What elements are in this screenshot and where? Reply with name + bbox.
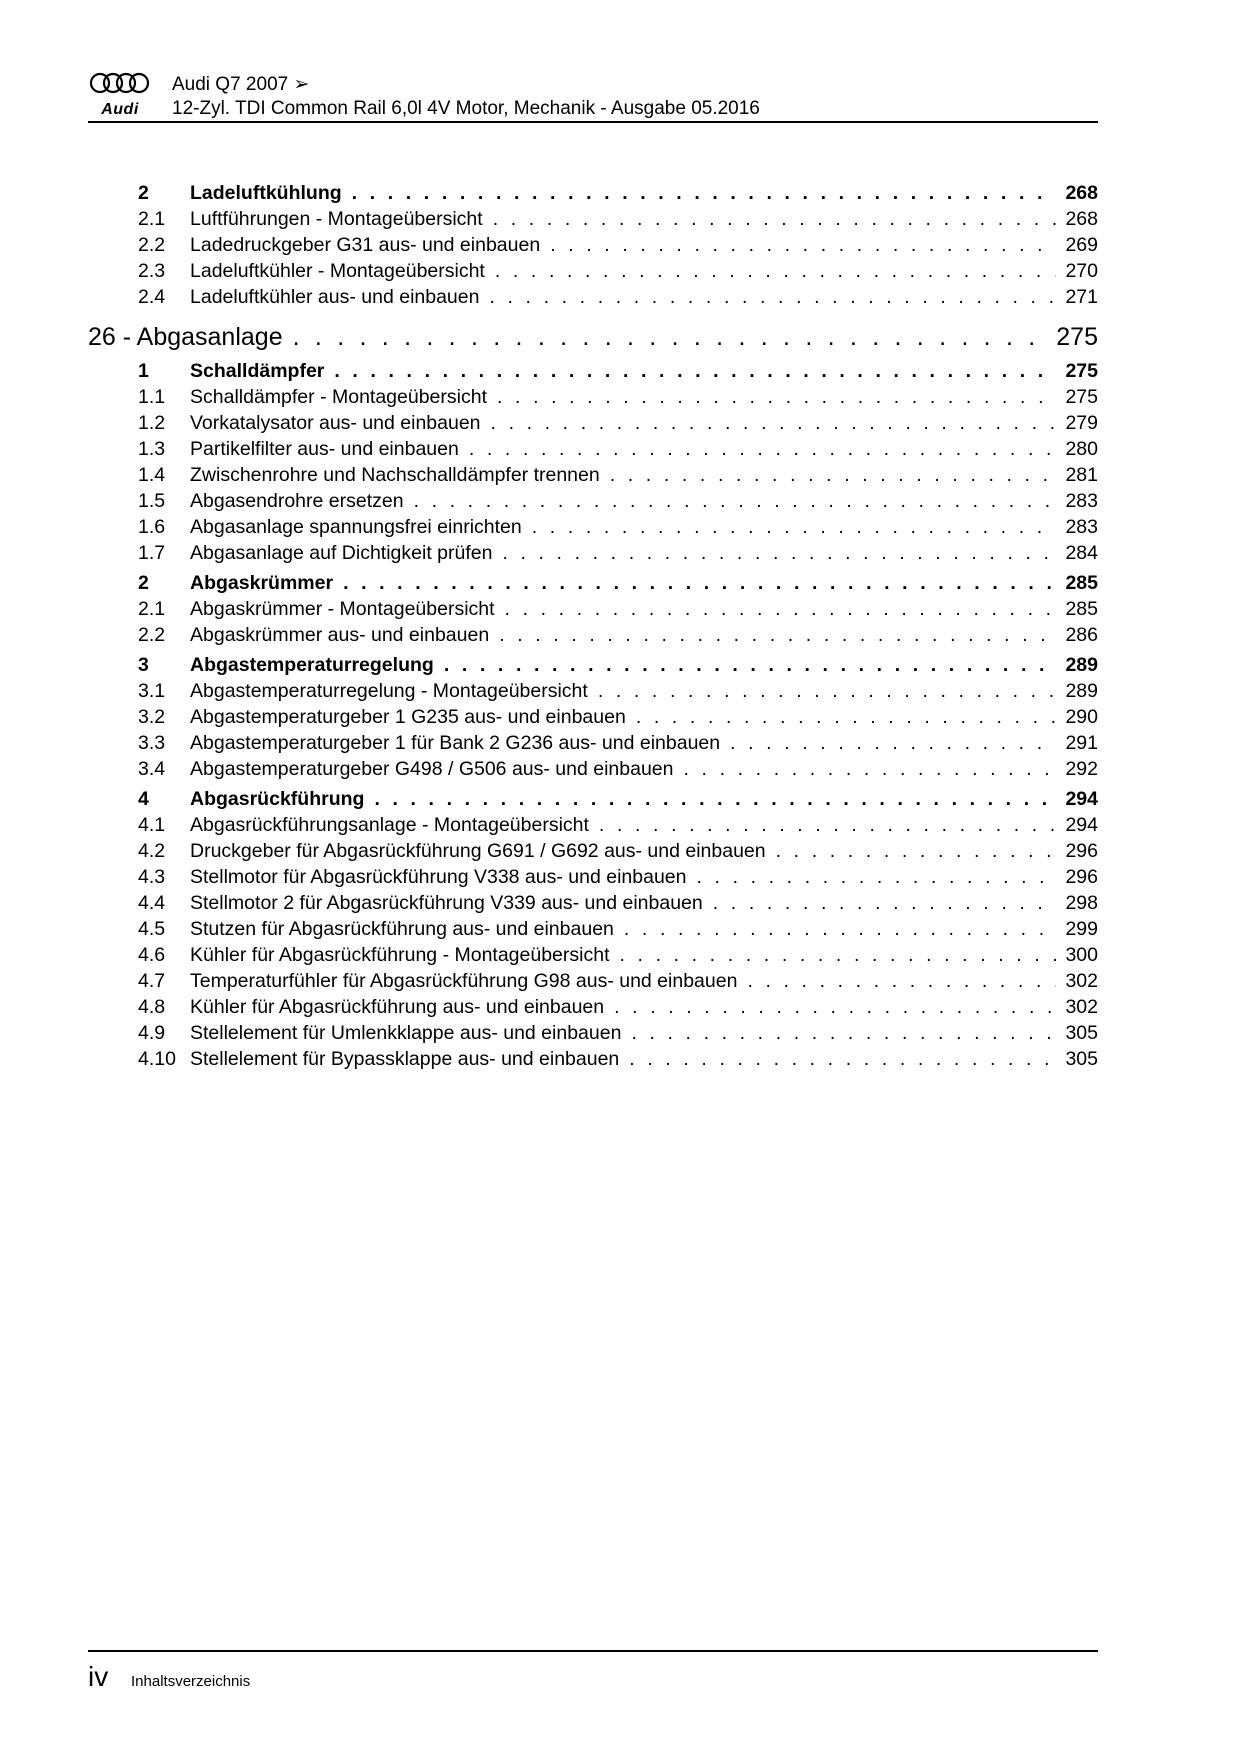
toc-title: Stutzen für Abgasrückführung aus- und einbauen [190, 918, 614, 940]
toc-title: Abgaskrümmer [190, 572, 334, 594]
toc-page-number: 296 [1065, 866, 1098, 888]
toc-page-number: 289 [1065, 680, 1098, 702]
toc-number: 2 [138, 572, 149, 594]
toc-number: 2.1 [138, 598, 166, 620]
dot-leader [502, 540, 1056, 566]
toc-page-number: 294 [1065, 814, 1098, 836]
toc-title: Abgasanlage auf Dichtigkeit prüfen [190, 542, 493, 564]
toc-title: Abgastemperaturgeber 1 für Bank 2 G236 aus- und einbauen [190, 732, 721, 754]
toc-number: 2.4 [138, 286, 166, 308]
dot-leader [684, 756, 1056, 782]
toc-number: 4.4 [138, 892, 166, 914]
toc-page-number: 300 [1065, 944, 1098, 966]
toc-entry[interactable] [88, 756, 1098, 782]
header-vehicle: Audi Q7 2007 ➢ [172, 74, 310, 95]
toc-section[interactable] [88, 652, 1098, 678]
toc-number: 3.1 [138, 680, 166, 702]
toc-title: Ladeluftkühler aus- und einbauen [190, 286, 480, 308]
toc-number: 1.7 [138, 542, 166, 564]
toc-number: 4.1 [138, 814, 166, 836]
toc-title: Ladedruckgeber G31 aus- und einbauen [190, 234, 541, 256]
dot-leader [620, 942, 1057, 968]
toc-number: 1.3 [138, 438, 166, 460]
dot-leader [489, 284, 1056, 310]
toc-entry[interactable] [88, 622, 1098, 648]
toc-page-number: 268 [1065, 182, 1098, 204]
toc-section[interactable] [88, 786, 1098, 812]
toc-title: Abgasrückführung [190, 788, 365, 810]
toc-entry[interactable] [88, 514, 1098, 540]
toc-title: Temperaturfühler für Abgasrückführung G98 aus- und einbauen [190, 970, 738, 992]
dot-leader [730, 730, 1056, 756]
toc-number: 1.2 [138, 412, 166, 434]
toc-title: Abgasendrohre ersetzen [190, 490, 404, 512]
toc-page-number: 296 [1065, 840, 1098, 862]
dot-leader [631, 1020, 1056, 1046]
toc-entry[interactable] [88, 1020, 1098, 1046]
toc-title: Abgastemperaturgeber G498 / G506 aus- und einbauen [190, 758, 674, 780]
toc-entry[interactable] [88, 994, 1098, 1020]
dot-leader [343, 570, 1056, 596]
toc-entry[interactable] [88, 410, 1098, 436]
toc-page-number: 305 [1065, 1022, 1098, 1044]
footer-page-number: iv [88, 1661, 109, 1692]
toc-page-number: 302 [1065, 996, 1098, 1018]
dot-leader [598, 678, 1056, 704]
dot-leader [505, 596, 1056, 622]
toc-page-number: 299 [1065, 918, 1098, 940]
toc-chapter[interactable] [88, 320, 1098, 354]
toc-page-number: 302 [1065, 970, 1098, 992]
toc-title: Schalldämpfer [190, 360, 325, 382]
toc-title: Schalldämpfer - Montageübersicht [190, 386, 487, 408]
dot-leader [374, 786, 1056, 812]
dot-leader [293, 320, 1049, 354]
toc-title: Abgastemperaturregelung [190, 654, 434, 676]
toc-number: 4.10 [138, 1048, 176, 1070]
toc-number: 2.2 [138, 624, 166, 646]
audi-logo-wordmark: Audi [101, 101, 139, 118]
toc-section[interactable] [88, 570, 1098, 596]
toc-title: Abgaskrümmer aus- und einbauen [190, 624, 490, 646]
toc-title: Abgasrückführungsanlage - Montageübersicht [190, 814, 589, 836]
dot-leader [444, 652, 1056, 678]
toc-title: Druckgeber für Abgasrückführung G691 / G692 aus- und einbauen [190, 840, 766, 862]
toc-title: Abgastemperaturgeber 1 G235 aus- und einbauen [190, 706, 626, 728]
toc-page-number: 291 [1065, 732, 1098, 754]
toc-page-number: 283 [1065, 490, 1098, 512]
toc-number: 4.7 [138, 970, 166, 992]
dot-leader [334, 358, 1056, 384]
dot-leader [610, 462, 1056, 488]
toc-number: 1.6 [138, 516, 166, 538]
toc-page-number: 290 [1065, 706, 1098, 728]
toc-entry[interactable] [88, 864, 1098, 890]
dot-leader [497, 384, 1056, 410]
toc-number: 4.8 [138, 996, 166, 1018]
toc-title: Kühler für Abgasrückführung - Montageübersicht [190, 944, 610, 966]
toc-page-number: 275 [1056, 323, 1098, 351]
toc-number: 2.2 [138, 234, 166, 256]
dot-leader [776, 838, 1056, 864]
toc-number: 1.4 [138, 464, 166, 486]
toc-page-number: 298 [1065, 892, 1098, 914]
toc-title: Abgasanlage spannungsfrei einrichten [190, 516, 522, 538]
toc-title: Abgaskrümmer - Montageübersicht [190, 598, 495, 620]
toc-entry[interactable] [88, 436, 1098, 462]
toc-page-number: 285 [1065, 598, 1098, 620]
footer-divider [88, 1650, 1098, 1652]
toc-number: 4.2 [138, 840, 166, 862]
toc-title: Kühler für Abgasrückführung aus- und einbauen [190, 996, 605, 1018]
toc-page-number: 279 [1065, 412, 1098, 434]
toc-entry[interactable] [88, 838, 1098, 864]
toc-number: 3 [138, 654, 149, 676]
page-header [88, 70, 1098, 126]
header-subtitle: 12-Zyl. TDI Common Rail 6,0l 4V Motor, Mechanik - Ausgabe 05.2016 [172, 98, 760, 119]
toc-entry[interactable] [88, 730, 1098, 756]
toc-page-number: 283 [1065, 516, 1098, 538]
toc-entry[interactable] [88, 488, 1098, 514]
toc-entry[interactable] [88, 284, 1098, 310]
toc-page-number: 280 [1065, 438, 1098, 460]
toc-entry[interactable] [88, 596, 1098, 622]
toc-title: Stellmotor 2 für Abgasrückführung V339 aus- und einbauen [190, 892, 703, 914]
dot-leader [491, 410, 1056, 436]
dot-leader [747, 968, 1056, 994]
toc-entry[interactable] [88, 232, 1098, 258]
toc-number: 3.4 [138, 758, 166, 780]
toc-title: Vorkatalysator aus- und einbauen [190, 412, 481, 434]
dot-leader [599, 812, 1056, 838]
toc-page-number: 281 [1065, 464, 1098, 486]
toc-title: Stellelement für Umlenkklappe aus- und einbauen [190, 1022, 622, 1044]
dot-leader [414, 488, 1056, 514]
toc-entry[interactable] [88, 916, 1098, 942]
toc-entry[interactable] [88, 704, 1098, 730]
toc-title: Luftführungen - Montageübersicht [190, 208, 483, 230]
dot-leader [532, 514, 1056, 540]
toc-page-number: 294 [1065, 788, 1098, 810]
toc-number: 4.3 [138, 866, 166, 888]
toc-entry[interactable] [88, 206, 1098, 232]
dot-leader [713, 890, 1056, 916]
toc-entry[interactable] [88, 384, 1098, 410]
toc-title: Ladeluftkühler - Montageübersicht [190, 260, 485, 282]
toc-entry[interactable] [88, 1046, 1098, 1072]
toc-number: 3.3 [138, 732, 166, 754]
footer-label: Inhaltsverzeichnis [131, 1673, 251, 1690]
dot-leader [697, 864, 1057, 890]
toc-number: 4.9 [138, 1022, 166, 1044]
toc-entry[interactable] [88, 462, 1098, 488]
toc-page-number: 275 [1065, 360, 1098, 382]
toc-page-number: 268 [1065, 208, 1098, 230]
toc-entry[interactable] [88, 258, 1098, 284]
dot-leader [624, 916, 1056, 942]
toc-number: 4.5 [138, 918, 166, 940]
table-of-contents [88, 180, 1098, 1072]
toc-number: 2 [138, 182, 149, 204]
audi-logo [88, 70, 152, 120]
toc-page-number: 271 [1065, 286, 1098, 308]
dot-leader [493, 206, 1056, 232]
toc-page-number: 269 [1065, 234, 1098, 256]
toc-number: 1.1 [138, 386, 166, 408]
toc-entry[interactable] [88, 678, 1098, 704]
header-divider [88, 121, 1098, 123]
dot-leader [499, 622, 1056, 648]
toc-section[interactable] [88, 358, 1098, 384]
toc-page-number: 292 [1065, 758, 1098, 780]
toc-entry[interactable] [88, 942, 1098, 968]
toc-entry[interactable] [88, 540, 1098, 566]
toc-title: Abgastemperaturregelung - Montageübersicht [190, 680, 588, 702]
dot-leader [636, 704, 1056, 730]
dot-leader [352, 180, 1056, 206]
dot-leader [614, 994, 1056, 1020]
dot-leader [469, 436, 1056, 462]
toc-section[interactable] [88, 180, 1098, 206]
toc-page-number: 285 [1065, 572, 1098, 594]
toc-page-number: 289 [1065, 654, 1098, 676]
toc-number: 1 [138, 360, 149, 382]
dot-leader [495, 258, 1056, 284]
toc-title: Zwischenrohre und Nachschalldämpfer trennen [190, 464, 600, 486]
dot-leader [629, 1046, 1056, 1072]
toc-page-number: 270 [1065, 260, 1098, 282]
dot-leader [550, 232, 1056, 258]
toc-title: Partikelfilter aus- und einbauen [190, 438, 459, 460]
toc-number: 4.6 [138, 944, 166, 966]
toc-entry[interactable] [88, 968, 1098, 994]
toc-page-number: 284 [1065, 542, 1098, 564]
toc-title: Stellelement für Bypassklappe aus- und einbauen [190, 1048, 620, 1070]
toc-title: 26 - Abgasanlage [88, 323, 283, 351]
toc-page-number: 305 [1065, 1048, 1098, 1070]
toc-number: 2.3 [138, 260, 166, 282]
toc-title: Ladeluftkühlung [190, 182, 342, 204]
toc-entry[interactable] [88, 890, 1098, 916]
toc-page-number: 275 [1065, 386, 1098, 408]
toc-page-number: 286 [1065, 624, 1098, 646]
toc-entry[interactable] [88, 812, 1098, 838]
toc-number: 1.5 [138, 490, 166, 512]
toc-title: Stellmotor für Abgasrückführung V338 aus- und einbauen [190, 866, 687, 888]
toc-number: 2.1 [138, 208, 166, 230]
toc-number: 3.2 [138, 706, 166, 728]
toc-number: 4 [138, 788, 149, 810]
